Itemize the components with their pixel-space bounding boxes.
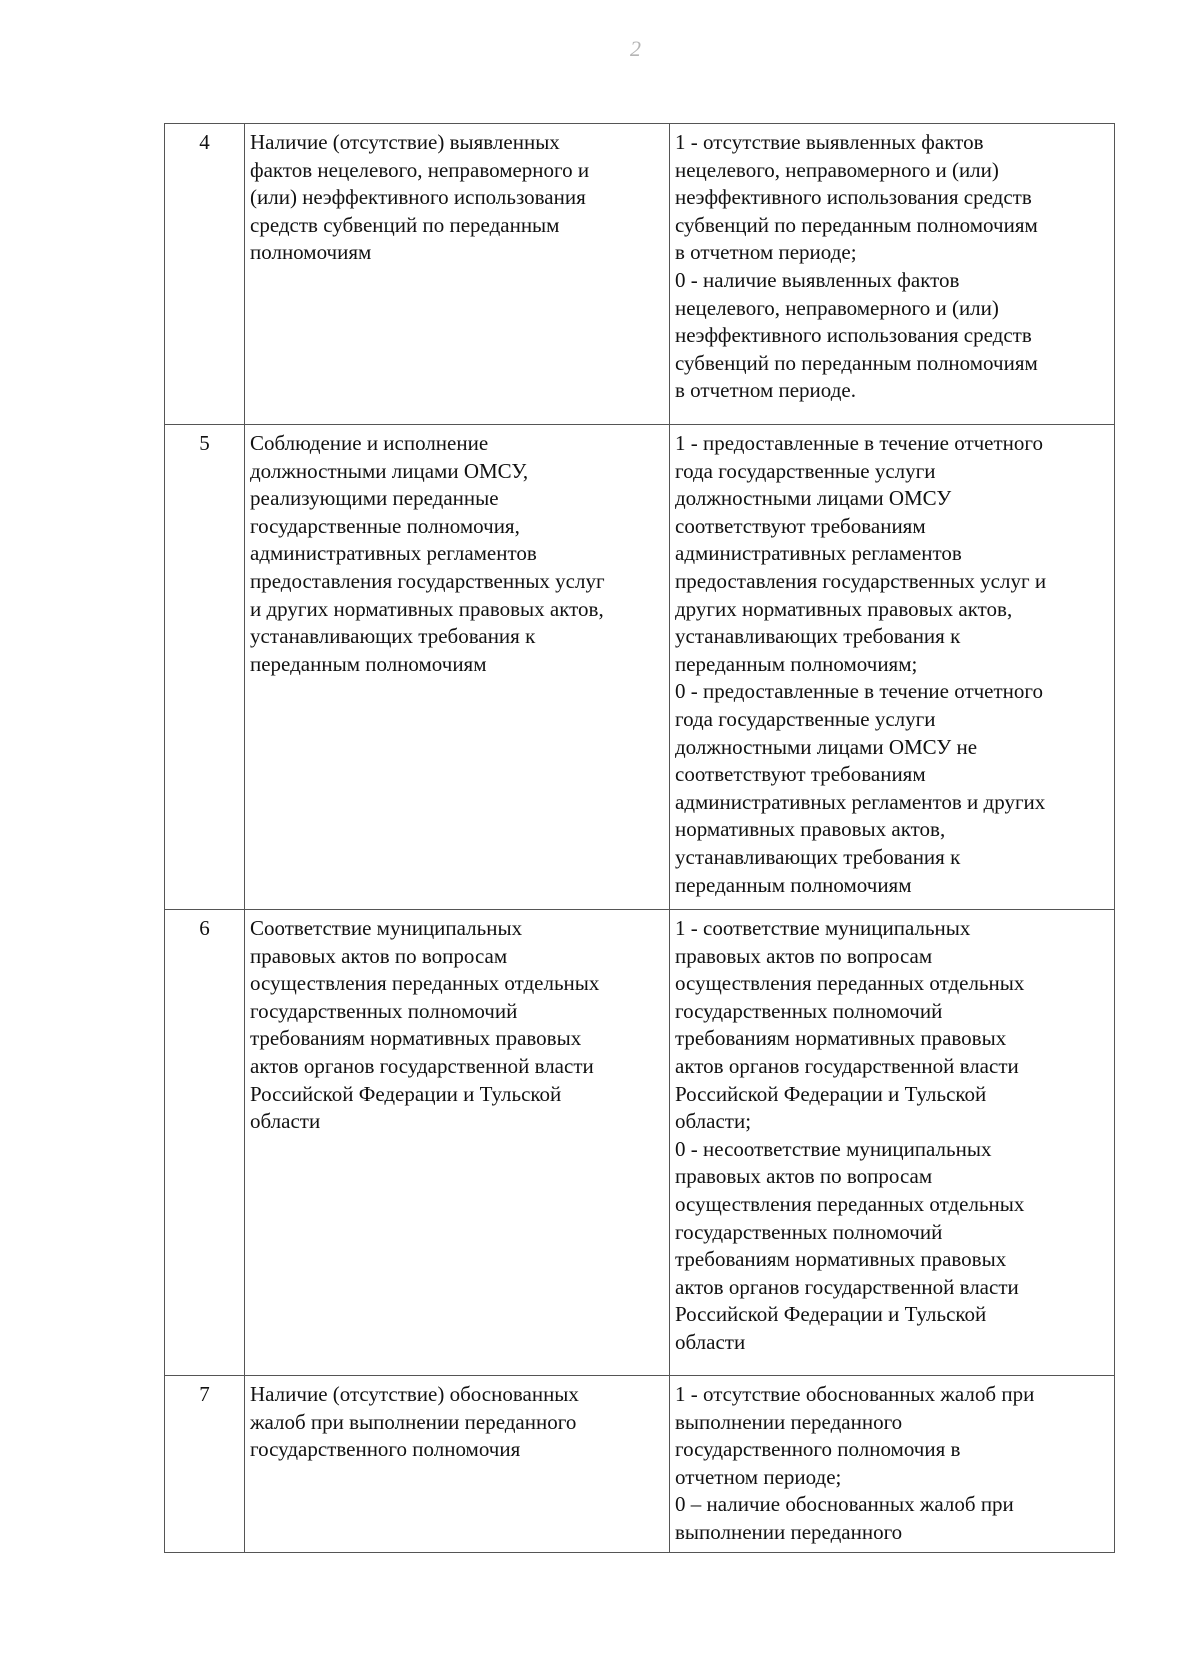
scoring-cell <box>670 124 1115 425</box>
table-row <box>165 124 1115 425</box>
cell-text-line: административных регламентов <box>250 541 537 566</box>
cell-text-line: в отчетном периоде. <box>675 378 856 403</box>
cell-text-line: 1 - соответствие муниципальных <box>675 916 971 940</box>
cell-text-line: соответствуют требованиям <box>675 762 926 787</box>
cell-text-line: предоставления государственных услуг <box>250 568 605 593</box>
cell-text-line: средств субвенций по переданным <box>250 212 560 237</box>
cell-text-line: государственные полномочия, <box>250 513 520 538</box>
cell-text-line: соответствуют требованиям <box>675 513 926 538</box>
cell-text-line: актов органов государственной власти <box>250 1053 594 1078</box>
cell-text-line: фактов нецелевого, неправомерного и <box>250 157 590 182</box>
cell-text-line: требованиям нормативных правовых <box>675 1247 1007 1272</box>
cell-text-line: реализующими переданные <box>250 486 499 511</box>
cell-text-line: 0 - предоставленные в течение отчетного <box>675 679 1044 704</box>
cell-text-line: государственных полномочий <box>250 998 518 1023</box>
cell-text-line: области <box>250 1109 321 1134</box>
cell-text-line: неэффективного использования средств <box>675 323 1032 348</box>
cell-text-line: Российской Федерации и Тульской <box>675 1302 987 1327</box>
cell-text-line: актов органов государственной власти <box>675 1274 1019 1299</box>
cell-text-line: правовых актов по вопросам <box>250 943 508 968</box>
cell-text-line: других нормативных правовых актов, <box>675 596 1013 621</box>
cell-text-line: года государственные услуги <box>675 706 936 731</box>
cell-text-line: жалоб при выполнении переданного <box>250 1409 577 1434</box>
cell-text-line: осуществления переданных отдельных <box>250 971 600 996</box>
criterion-cell <box>245 425 670 910</box>
cell-text-line: выполнении переданного <box>675 1519 903 1544</box>
row-number: 4 <box>165 124 245 425</box>
cell-text-line: государственного полномочия в <box>675 1437 961 1462</box>
cell-text-line: правовых актов по вопросам <box>675 943 933 968</box>
criterion-cell <box>245 1376 670 1553</box>
cell-text-line: устанавливающих требования к <box>675 624 961 649</box>
cell-text-line: государственных полномочий <box>675 998 943 1023</box>
cell-text-line: Соблюдение и исполнение <box>250 431 489 455</box>
cell-text-line: 0 - наличие выявленных фактов <box>675 267 960 292</box>
cell-text-line: (или) неэффективного использования <box>250 185 586 210</box>
cell-text-line: субвенций по переданным полномочиям <box>675 212 1038 237</box>
cell-text-line: предоставления государственных услуг и <box>675 568 1047 593</box>
cell-text-line: нецелевого, неправомерного и (или) <box>675 295 999 320</box>
cell-text-line: переданным полномочиям <box>250 651 487 676</box>
criterion-cell <box>245 124 670 425</box>
table-row <box>165 1376 1115 1553</box>
cell-text-line: Наличие (отсутствие) обоснованных <box>250 1382 579 1406</box>
cell-text-line: года государственные услуги <box>675 458 936 483</box>
cell-text-line: актов органов государственной власти <box>675 1053 1019 1078</box>
cell-text-line: Соответствие муниципальных <box>250 916 523 940</box>
table-row <box>165 910 1115 1376</box>
cell-text-line: должностными лицами ОМСУ не <box>675 734 978 759</box>
cell-text-line: и других нормативных правовых актов, <box>250 596 604 621</box>
table-row <box>165 425 1115 910</box>
row-number: 6 <box>165 910 245 1376</box>
cell-text-line: осуществления переданных отдельных <box>675 971 1025 996</box>
row-number: 7 <box>165 1376 245 1553</box>
scoring-cell <box>670 425 1115 910</box>
cell-text-line: 0 – наличие обоснованных жалоб при <box>675 1492 1014 1517</box>
cell-text-line: Российской Федерации и Тульской <box>675 1081 987 1106</box>
cell-text-line: должностными лицами ОМСУ <box>675 486 952 511</box>
cell-text-line: административных регламентов <box>675 541 962 566</box>
page-number: 2 <box>630 36 641 61</box>
cell-text-line: выполнении переданного <box>675 1409 903 1434</box>
cell-text-line: осуществления переданных отдельных <box>675 1191 1025 1216</box>
cell-text-line: нецелевого, неправомерного и (или) <box>675 157 999 182</box>
row-number: 5 <box>165 425 245 910</box>
scoring-cell <box>670 910 1115 1376</box>
cell-text-line: требованиям нормативных правовых <box>250 1026 582 1051</box>
cell-text-line: 0 - несоответствие муниципальных <box>675 1136 992 1161</box>
scoring-cell <box>670 1376 1115 1553</box>
cell-text-line: государственного полномочия <box>250 1437 521 1462</box>
cell-text-line: устанавливающих требования к <box>675 844 961 869</box>
cell-text-line: государственных полномочий <box>675 1219 943 1244</box>
cell-text-line: 1 - отсутствие выявленных фактов <box>675 130 984 154</box>
criterion-cell <box>245 910 670 1376</box>
cell-text-line: Российской Федерации и Тульской <box>250 1081 562 1106</box>
cell-text-line: переданным полномочиям; <box>675 651 918 676</box>
cell-text-line: области; <box>675 1109 752 1134</box>
cell-text-line: административных регламентов и других <box>675 789 1046 814</box>
cell-text-line: требованиям нормативных правовых <box>675 1026 1007 1051</box>
cell-text-line: в отчетном периоде; <box>675 240 857 265</box>
cell-text-line: области <box>675 1329 746 1354</box>
cell-text-line: Наличие (отсутствие) выявленных <box>250 130 560 154</box>
cell-text-line: должностными лицами ОМСУ, <box>250 458 529 483</box>
cell-text-line: субвенций по переданным полномочиям <box>675 350 1038 375</box>
cell-text-line: отчетном периоде; <box>675 1464 842 1489</box>
cell-text-line: неэффективного использования средств <box>675 185 1032 210</box>
cell-text-line: полномочиям <box>250 240 372 265</box>
cell-text-line: устанавливающих требования к <box>250 624 536 649</box>
cell-text-line: переданным полномочиям <box>675 872 912 897</box>
cell-text-line: нормативных правовых актов, <box>675 817 946 842</box>
cell-text-line: правовых актов по вопросам <box>675 1164 933 1189</box>
criteria-table <box>164 123 1115 1553</box>
cell-text-line: 1 - предоставленные в течение отчетного <box>675 431 1044 455</box>
cell-text-line: 1 - отсутствие обоснованных жалоб при <box>675 1382 1035 1406</box>
